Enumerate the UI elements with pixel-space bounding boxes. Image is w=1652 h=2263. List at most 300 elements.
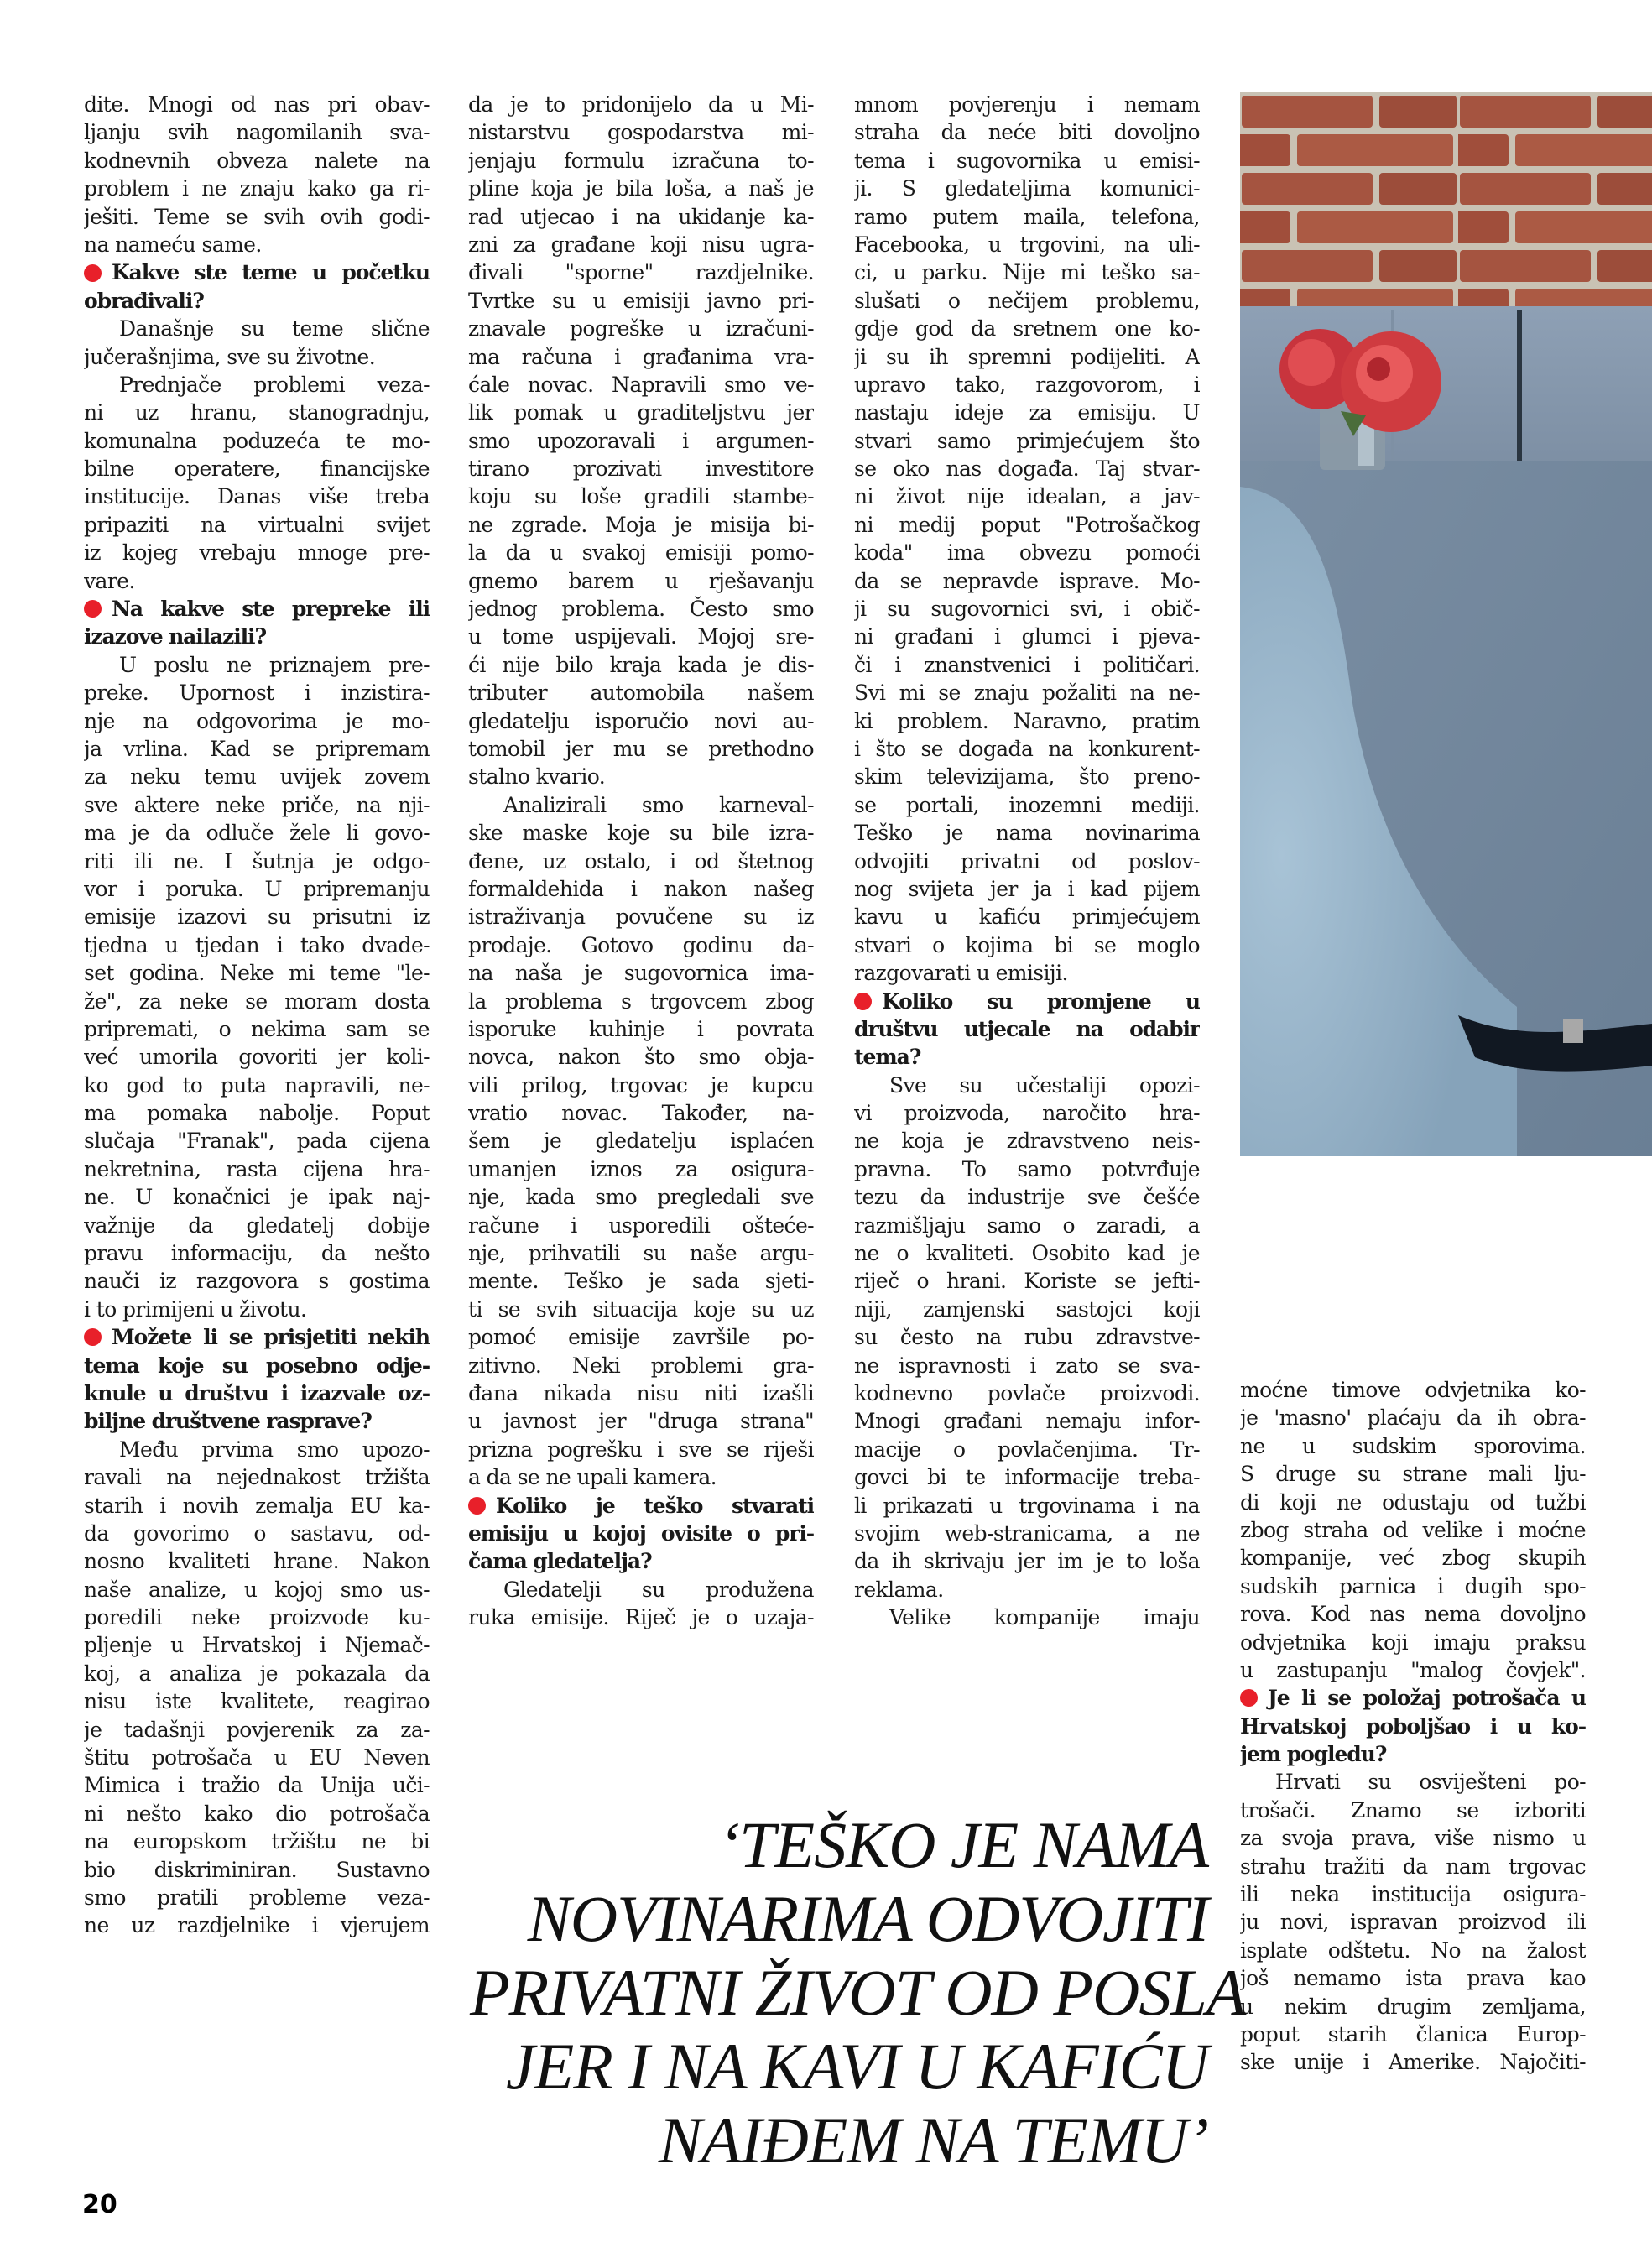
line-text: ruka emisije. Riječ je o uzaja- [468,1605,814,1630]
pull-quote-line: NAIĐEM NA TEMU’ [658,2104,1208,2177]
body-text-line [84,1576,430,1603]
body-text-line [854,455,1200,482]
line-text: ki problem. Naravno, pratim [854,708,1200,733]
body-text-line [84,567,430,595]
line-text: stalno kvario. [468,764,606,790]
interview-question-line [84,287,430,315]
line-text: poredili neke proizvode ku- [84,1605,430,1630]
line-text: stvari o kojima bi se moglo [854,932,1200,957]
body-text-line [854,1296,1200,1323]
line-text: nog svijeta jer ja i kad pijem [854,876,1200,901]
line-text: ni uz hranu, stanogradnju, [84,400,430,425]
line-text: Možete li se prisjetiti nekih [112,1325,430,1350]
body-text-line [468,1603,814,1631]
body-text-line [468,651,814,679]
line-text: vratio novac. Također, na- [468,1101,814,1126]
line-text: račune i usporedili oštećе- [468,1212,814,1238]
body-text-line [1240,1993,1586,2021]
pull-quote-line: NOVINARIMA ODVOJITI [527,1882,1208,1955]
article-photo [1240,92,1652,1156]
body-text-line [854,231,1200,258]
body-text-line [854,735,1200,763]
body-text-line [84,959,430,987]
body-text-line [84,679,430,707]
line-text: skim televizijama, što preno- [854,764,1200,790]
line-text: kompanije, već zbog skupih [1240,1546,1586,1571]
body-text-line [468,1155,814,1183]
interview-question-line [84,595,430,623]
interview-question-line [84,1352,430,1379]
body-text-line [1240,1489,1586,1516]
body-text-line [854,258,1200,286]
body-text-line [854,147,1200,175]
body-text-line [84,371,430,399]
line-text: da je to pridonijelo da u Mi- [468,92,814,117]
body-text-line [468,539,814,566]
body-text-line [84,1603,430,1631]
line-text: riječ o hrani. Koriste se jefti- [854,1269,1200,1294]
body-text-line [854,203,1200,231]
line-text: formaldehida i nakon našeg [468,876,814,901]
line-text: bio diskriminiran. Sustavno [84,1857,430,1882]
body-text-line [84,1436,430,1463]
body-text-line [84,1520,430,1547]
line-text: Gledatelji su produžena [503,1577,814,1602]
body-text-line [854,371,1200,399]
body-text-line [1240,1572,1586,1600]
body-text-line [84,147,430,175]
body-text-line [468,1463,814,1491]
body-text-line [854,1603,1200,1631]
body-text-line [84,1072,430,1099]
body-text-line [1240,1880,1586,1908]
line-text: gdje god da sretnem one ko- [854,316,1200,342]
line-text: važnije da gledatelj dobije [84,1212,430,1238]
body-text-line [84,1884,430,1911]
line-text: ljanju svih nagomilanih sva- [84,120,430,145]
body-text-line [84,1828,430,1855]
body-text-line [854,1463,1200,1491]
body-text-line [84,1716,430,1744]
body-text-line [84,511,430,539]
pull-quote-line: JER I NA KAVI U KAFIĆU [505,2030,1208,2103]
body-text-line [854,511,1200,539]
body-text-line [468,847,814,875]
line-text: koj, a analiza je pokazala da [84,1661,430,1686]
body-text-line [854,343,1200,371]
line-text: Koliko je teško stvarati [496,1493,814,1518]
body-text-line [84,539,430,566]
body-text-line [854,595,1200,623]
line-text: Mnogi građani nemaju infor- [854,1409,1200,1434]
line-text: zbog straha od velike i moćne [1240,1517,1586,1542]
body-text-line [854,707,1200,735]
line-text: ma računa i građanima vra- [468,344,814,369]
body-text-line [854,482,1200,510]
body-text-line [854,399,1200,426]
line-text: umanjen iznos za osigura- [468,1156,814,1181]
interview-question-line [468,1547,814,1575]
line-text: Među prvima smo upozo- [119,1437,430,1462]
body-text-line [84,1127,430,1155]
line-text: ji su ih spremni podijeliti. A [854,344,1200,369]
interview-question-line [84,1323,430,1351]
body-text-line [84,1687,430,1715]
body-text-line [468,1323,814,1351]
red-bullet-icon [84,1328,102,1346]
line-text: di koji ne odustaju od tužbi [1240,1489,1586,1515]
body-text-line [854,1492,1200,1520]
line-text: koju su loše gradili stambe- [468,484,814,509]
line-text: i to primijeni u životu. [84,1296,307,1322]
body-text-line [468,707,814,735]
line-text: stvari samo primjećujem što [854,428,1200,453]
body-text-line [854,679,1200,707]
line-text: znavale pogreške u izračuni- [468,316,814,342]
line-text: že", za neke se moram dosta [84,988,430,1014]
body-text-line [468,427,814,455]
body-text-line [84,988,430,1015]
line-text: svojim web-stranicama, a ne [854,1520,1200,1546]
line-text: nje na odgovorima je mo- [84,708,430,733]
interview-question-line [84,1379,430,1407]
line-text: za neku temu uvijek zovem [84,764,430,790]
pull-quote-line: PRIVATNI ŽIVOT OD POSLA [470,1956,1246,2029]
line-text: slušati o nečijem problemu, [854,288,1200,313]
body-text-line [84,1212,430,1239]
interview-question-line [854,1043,1200,1071]
line-text: trošači. Znamo se izboriti [1240,1797,1586,1822]
body-text-line [1240,1796,1586,1824]
body-text-line [854,1436,1200,1463]
line-text: nauči iz razgovora s gostima [84,1269,430,1294]
body-text-line [84,427,430,455]
body-text-line [84,875,430,903]
line-text: ja vrlina. Kad se pripremam [84,736,430,761]
interview-question-line [1240,1740,1586,1768]
line-text: ni medij poput "Potrošačkog [854,512,1200,537]
line-text: knule u društvu i izazvale oz- [84,1380,430,1405]
line-text: Svi mi se znaju požaliti na ne- [854,680,1200,706]
line-text: izazove nailazili? [84,624,267,649]
line-text: sudskih parnica i dugih spo- [1240,1573,1586,1598]
line-text: prodaje. Gotovo godinu da- [468,932,814,957]
line-text: ne. U konačnici je ipak naj- [84,1185,430,1210]
line-text: pline koja je bila loša, a naš je [468,176,814,201]
line-text: su često na rubu zdravstve- [854,1325,1200,1350]
line-text: set godina. Neke mi teme "le- [84,961,430,986]
line-text: jem pogledu? [1240,1742,1387,1767]
line-text: Hrvatskoj poboljšao i u ko- [1240,1713,1586,1739]
line-text: u javnost jer "druga strana" [468,1409,814,1434]
line-text: kodnevnih obveza nalete na [84,148,430,173]
body-text-line [468,595,814,623]
line-text: tema koje su posebno odje- [84,1353,430,1378]
body-text-line [1240,1404,1586,1431]
body-text-line [854,1547,1200,1575]
line-text: Facebooka, u trgovini, na uli- [854,232,1200,257]
body-text-line [84,847,430,875]
body-text-line [1240,2021,1586,2048]
line-text: a da se ne upali kamera. [468,1465,717,1490]
line-text: novca, nakon što smo obja- [468,1045,814,1070]
line-text: se portali, inozemni mediji. [854,792,1200,817]
body-text-line [84,791,430,819]
body-text-line [84,1043,430,1071]
line-text: ći nije bilo kraja kada je dis- [468,652,814,677]
body-text-line [468,567,814,595]
line-text: problem i ne znaju kako ga ri- [84,176,430,201]
red-bullet-icon [84,600,102,618]
line-text: la problema s trgovcem zbog [468,988,814,1014]
line-text: nje, kada smo pregledali sve [468,1185,814,1210]
interview-question-line [854,1015,1200,1043]
line-text: niji, zamjenski sastojci koji [854,1296,1200,1322]
body-text-line [84,315,430,342]
line-text: ne ispravnosti i zato se sva- [854,1353,1200,1378]
body-text-line [468,1127,814,1155]
body-text-line [468,735,814,763]
line-text: lik pomak u graditeljstvu jer [468,400,814,425]
line-text: Velike kompanije imaju [889,1605,1200,1630]
line-text: emisiju u kojoj ovisite o pri- [468,1520,814,1546]
line-text: vi proizvoda, naročito hra- [854,1101,1200,1126]
line-text: ni život nije idealan, a jav- [854,484,1200,509]
body-text-line [84,231,430,258]
body-text-line [854,623,1200,650]
body-text-line [84,203,430,231]
line-text: gledatelju isporučio novi au- [468,708,814,733]
body-text-line [468,399,814,426]
line-text: mente. Teško je sada sjeti- [468,1269,814,1294]
line-text: li prikazati u trgovinama i na [854,1493,1200,1518]
line-text: da govorimo o sastavu, od- [84,1520,430,1546]
body-text-line [84,1463,430,1491]
body-text-line [854,1352,1200,1379]
body-text-line [84,399,430,426]
body-text-line [84,1911,430,1939]
article-column-1 [84,91,430,1940]
line-text: đivali "sporne" razdjelnike. [468,260,814,285]
line-text: se oko nas događa. Taj stvar- [854,456,1200,482]
body-text-line [854,1155,1200,1183]
body-text-line [468,1576,814,1603]
line-text: upravo tako, razgovorom, i [854,372,1200,397]
body-text-line [468,203,814,231]
body-text-line [854,1183,1200,1211]
body-text-line [1240,1460,1586,1488]
body-text-line [84,1631,430,1659]
body-text-line [84,931,430,959]
line-text: ili neka institucija osigura- [1240,1882,1586,1907]
body-text-line [468,763,814,790]
line-text: emisije izazovi su prisutni iz [84,905,430,930]
body-text-line [1240,1544,1586,1572]
body-text-line [1240,1656,1586,1684]
body-text-line [468,1183,814,1211]
body-text-line [854,427,1200,455]
page-number: 20 [82,2190,117,2219]
body-text-line [468,1436,814,1463]
red-bullet-icon [468,1497,486,1515]
article-column-2 [468,91,814,1631]
line-text: naše analize, u kojoj smo us- [84,1577,430,1602]
body-text-line [468,343,814,371]
line-text: pravu informaciju, da nešto [84,1241,430,1266]
body-text-line [468,482,814,510]
body-text-line [854,175,1200,202]
line-text: odvjetnika koji imaju praksu [1240,1629,1586,1655]
line-text: institucije. Danas više treba [84,484,430,509]
body-text-line [468,287,814,315]
line-text: rova. Kod nas nema dovoljno [1240,1602,1586,1627]
line-text: vare. [84,568,135,593]
body-text-line [1240,1768,1586,1796]
body-text-line [468,1072,814,1099]
body-text-line [84,1856,430,1884]
line-text: već umorila govoriti jer koli- [84,1045,430,1070]
body-text-line [84,651,430,679]
line-text: društvu utjecale na odabir [854,1016,1200,1041]
line-text: Mimica i tražio da Unija uči- [84,1773,430,1798]
body-text-line [84,175,430,202]
line-text: Na kakve ste prepreke ili [112,597,430,622]
interview-question-line [1240,1684,1586,1712]
line-text: tezu da industrije sve češće [854,1185,1200,1210]
body-text-line [854,1323,1200,1351]
body-text-line [84,1015,430,1043]
body-text-line [854,1379,1200,1407]
interview-question-line [468,1520,814,1547]
body-text-line [468,679,814,707]
line-text: jučerašnjima, sve su životne. [84,344,376,369]
line-text: smo pratili probleme veza- [84,1885,430,1910]
line-text: poput starih članica Europ- [1240,2021,1586,2047]
body-text-line [854,1520,1200,1547]
line-text: reklama. [854,1577,944,1602]
body-text-line [854,1576,1200,1603]
line-text: govci bi te informacije treba- [854,1465,1200,1490]
line-text: nosno kvaliteti hrane. Nakon [84,1549,430,1574]
line-text: strahu tražiti da nam trgovac [1240,1854,1586,1879]
line-text: Koliko su promjene u [882,988,1200,1014]
line-text: ni građani i glumci i pjeva- [854,624,1200,649]
line-text: razmišljaju samo o zaradi, a [854,1212,1200,1238]
body-text-line [854,1407,1200,1435]
line-text: či i znanstvenici i političari. [854,652,1200,677]
body-text-line [1240,1432,1586,1460]
body-text-line [854,847,1200,875]
body-text-line [1240,1629,1586,1656]
body-text-line [854,118,1200,146]
line-text: Analizirali smo karneval- [503,792,814,817]
line-text: preke. Upornost i inzistira- [84,680,430,706]
body-text-line [468,258,814,286]
line-text: ni nešto kako dio potrošača [84,1801,430,1826]
line-text: je 'masno' plaćaju da ih obra- [1240,1405,1586,1431]
line-text: i što se događa na konkurent- [854,736,1200,761]
line-text: U poslu ne priznajem pre- [119,652,430,677]
line-text: pripaziti na virtualni svijet [84,512,430,537]
body-text-line [468,903,814,931]
line-text: gnemo barem u rješavanju [468,568,814,593]
line-text: za svoja prava, više nismo u [1240,1826,1586,1851]
line-text: ramo putem maila, telefona, [854,204,1200,229]
body-text-line [1240,1516,1586,1544]
line-text: odvojiti privatni od poslov- [854,848,1200,873]
line-text: u nekim drugim zemljama, [1240,1994,1586,2019]
body-text-line [1240,1853,1586,1880]
line-text: ne koja je zdravstveno neis- [854,1129,1200,1154]
body-text-line [468,931,814,959]
line-text: zni za građane koji nisu ugra- [468,232,814,257]
line-text: đana nikada nisu niti izašli [468,1380,814,1405]
body-text-line [468,511,814,539]
line-text: pripremati, o nekima sam se [84,1016,430,1041]
body-text-line [84,91,430,118]
body-text-line [854,651,1200,679]
line-text: ko god to puta napravili, ne- [84,1072,430,1098]
body-text-line [854,315,1200,342]
line-text: na europskom tržištu ne bi [84,1829,430,1854]
interview-question-line [84,258,430,286]
line-text: S druge su strane mali lju- [1240,1462,1586,1487]
red-bullet-icon [1240,1689,1258,1707]
line-text: moćne timove odvjetnika ko- [1240,1378,1586,1402]
line-text: pravna. To samo potvrđuje [854,1156,1200,1181]
body-text-line [468,791,814,819]
body-text-line [84,707,430,735]
body-text-line [84,1239,430,1267]
line-text: razgovarati u emisiji. [854,961,1068,986]
line-text: obrađivali? [84,288,204,313]
line-text: pomoć emisije završile po- [468,1325,814,1350]
line-text: iz kojeg vrebaju mnoge pre- [84,540,430,566]
body-text-line [854,959,1200,987]
line-text: ci, u parku. Nije mi teško sa- [854,260,1200,285]
body-text-line [1240,1600,1586,1628]
body-text-line [84,1744,430,1771]
body-text-line [1240,1908,1586,1936]
body-text-line [84,1771,430,1799]
line-text: da ih skrivaju jer im je to loša [854,1549,1200,1574]
body-text-line [468,91,814,118]
article-column-4 [1240,1376,1586,2077]
body-text-line [854,1212,1200,1239]
body-text-line [468,371,814,399]
pull-quote-line: ‘TEŠKO JE NAMA [718,1808,1208,1881]
body-text-line [84,343,430,371]
body-text-line [84,1155,430,1183]
line-text: sve aktere neke priče, na nji- [84,792,430,817]
line-text: jednog problema. Često smo [468,597,814,622]
line-text: ske unije i Amerike. Najočiti- [1240,2050,1586,2075]
line-text: Hrvati su osviješteni po- [1275,1770,1586,1795]
body-text-line [468,959,814,987]
line-text: isplate odštetu. No na žalost [1240,1937,1586,1963]
line-text: nje, prihvatili su naše argu- [468,1241,814,1266]
line-text: la da u svakoj emisiji pomo- [468,540,814,566]
body-text-line [468,875,814,903]
line-text: bilne operatere, financijske [84,456,430,482]
line-text: ravali na nejednakost tržišta [84,1465,430,1490]
line-text: ne uz razdjelnike i vjerujem [84,1913,430,1938]
body-text-line [854,931,1200,959]
interview-question-line [468,1492,814,1520]
body-text-line [84,1296,430,1323]
body-text-line [84,482,430,510]
body-text-line [1240,1937,1586,1964]
